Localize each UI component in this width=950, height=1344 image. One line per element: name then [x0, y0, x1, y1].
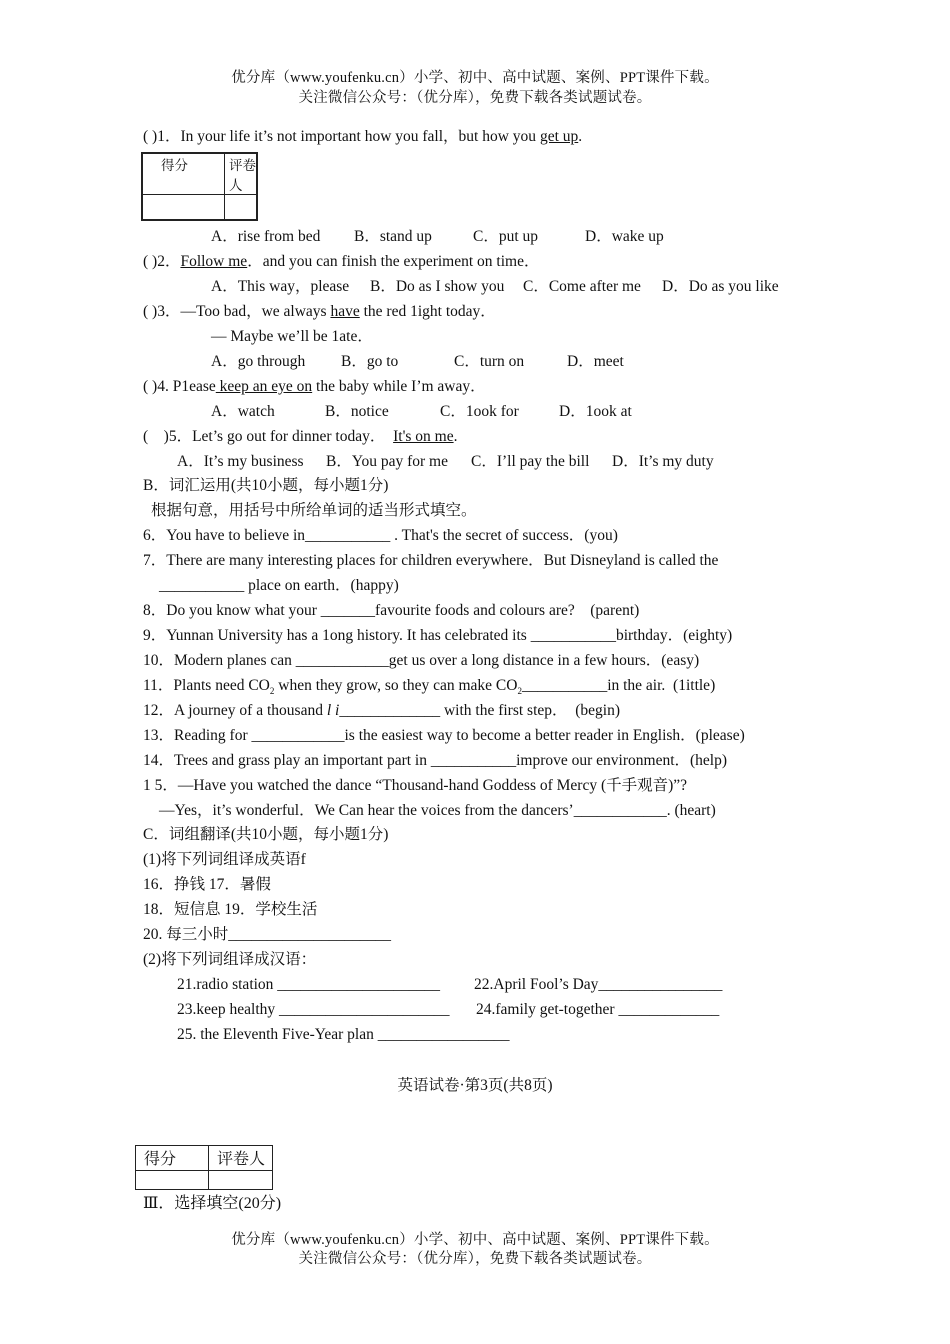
question-20: 20. 每三小时_____________________ [143, 926, 392, 943]
q2-option-c: C．Come after me [523, 278, 641, 295]
question-9: 9．Yunnan University has a 1ong history. It has celebrated its ___________birthday．(eighty) [143, 627, 733, 644]
q4-option-a: A．watch [211, 403, 275, 420]
q5-option-a: A．It’s my business [177, 453, 304, 470]
score-header-2: 得分 [136, 1146, 209, 1171]
questions-16-17: 16．挣钱 17．暑假 [143, 876, 271, 893]
q12-part-1: 12．A journey of a thousand [143, 702, 327, 719]
question-13: 13．Reading for ____________is the easiest way to become a better reader in English．(please) [143, 727, 745, 744]
question-4 [143, 377, 486, 397]
score-cell[interactable] [142, 195, 225, 220]
question-10: 10．Modern planes can ____________get us over a long distance in a few hours．(easy) [143, 652, 700, 669]
q2-option-d: D．Do as you like [662, 278, 779, 295]
q3-option-a: A．go through [211, 353, 306, 370]
q1-option-c: C．put up [473, 228, 539, 245]
question-1 [143, 127, 582, 147]
question-14: 14．Trees and grass play an important part in ___________improve our environment．(help) [143, 752, 728, 769]
question-21: 21.radio station _____________________ [177, 976, 441, 993]
grader-header-2: 评卷人 [209, 1146, 273, 1171]
q12-hint: l i [326, 702, 340, 719]
q2-underlined: Follow me [180, 253, 248, 270]
q1-option-d: D．wake up [585, 228, 664, 245]
question-3 [143, 302, 496, 322]
q1-text: ( )1．In your life it’s not important how you fall，but how you [143, 128, 540, 145]
question-11 [143, 676, 715, 701]
q12-part-2: _____________ with the first step． (begin) [339, 702, 621, 719]
q1-underlined: get up [539, 128, 579, 145]
question-24: 24.family get-together _____________ [476, 1001, 720, 1018]
page-number: 英语试卷·第3页(共8页) [397, 1077, 553, 1094]
q3-line-2: — Maybe we’ll be 1ate． [211, 328, 373, 345]
q3-option-b: B．go to [341, 353, 399, 370]
q5-prefix: ( )5．Let’s go out for dinner today． [143, 428, 394, 445]
q5-option-d: D．It’s my duty [612, 453, 714, 470]
q5-suffix: . [453, 428, 458, 445]
question-22: 22.April Fool’s Day________________ [474, 976, 723, 993]
grader-cell-2[interactable] [209, 1170, 273, 1189]
header-line-1: 优分库（www.youfenku.cn）小学、初中、高中试题、案例、PPT课件下载。 [231, 70, 719, 86]
section-3-title: Ⅲ．选择填空(20分) [143, 1195, 282, 1212]
section-c-part-1: (1)将下列词组译成英语f [143, 851, 306, 868]
grader-cell[interactable] [225, 195, 258, 220]
q4-option-c: C．1ook for [440, 403, 519, 420]
question-2 [143, 252, 539, 272]
question-8: 8．Do you know what your _______favourite foods and colours are? (parent) [143, 602, 640, 619]
q4-prefix: ( )4. P1ease [143, 378, 216, 395]
q11-part-1: 11．Plants need CO [143, 677, 270, 694]
question-25: 25. the Eleventh Five-Year plan _________________ [177, 1026, 510, 1043]
q2-option-b: B．Do as I show you [370, 278, 505, 295]
question-15-cont: —Yes，it’s wonderful．We Can hear the voices from the dancers’____________. (heart) [159, 802, 716, 819]
question-6: 6．You have to believe in___________ . That's the secret of success．(you) [143, 527, 618, 544]
question-23: 23.keep healthy ______________________ [177, 1001, 450, 1018]
q11-part-2: when they grow, so they can make CO [274, 677, 518, 694]
q3-option-c: C．turn on [454, 353, 525, 370]
question-7: 7．There are many interesting places for children everywhere．But Disneyland is called the [143, 552, 719, 569]
q3-option-d: D．meet [567, 353, 624, 370]
question-7-cont: ___________ place on earth．(happy) [159, 577, 399, 594]
section-b-title: B．词汇运用(共10小题，每小题1分) [143, 477, 389, 494]
q1-option-a: A．rise from bed [211, 228, 321, 245]
footer-line-2: 关注微信公众号：（优分库），免费下载各类试题试卷。 [298, 1251, 652, 1267]
q2-option-a: A．This way，please [211, 278, 350, 295]
q3-prefix: ( )3．—Too bad，we always [143, 303, 331, 320]
section-c-title: C．词组翻译(共10小题，每小题1分) [143, 826, 389, 843]
header-line-2: 关注微信公众号：（优分库），免费下载各类试题试卷。 [298, 90, 652, 106]
q1-suffix: . [578, 128, 583, 145]
q11-subscript-2: 2 [517, 686, 522, 697]
footer-line-1: 优分库（www.youfenku.cn）小学、初中、高中试题、案例、PPT课件下载。 [231, 1232, 719, 1248]
section-c-part-2: (2)将下列词组译成汉语： [143, 951, 317, 968]
q3-suffix: the red 1ight today． [359, 303, 496, 320]
q11-subscript-1: 2 [269, 686, 275, 697]
section-b-instructions: 根据句意，用括号中所给单词的适当形式填空。 [151, 502, 477, 519]
score-cell-2[interactable] [136, 1170, 209, 1189]
score-table-1 [141, 152, 258, 221]
q1-option-b: B．stand up [354, 228, 432, 245]
q4-suffix: the baby while I’m away． [312, 378, 486, 395]
q4-underlined: keep an eye on [215, 378, 313, 395]
q5-underlined: It's on me [393, 428, 454, 445]
grader-header: 评卷人 [225, 153, 258, 195]
question-5 [143, 427, 457, 447]
score-header: 得分 [142, 153, 225, 195]
q2-prefix: ( )2． [143, 253, 181, 270]
q4-option-d: D．1ook at [559, 403, 632, 420]
q11-part-3: ___________in the air. (1ittle) [521, 677, 716, 694]
questions-18-19: 18．短信息 19．学校生活 [143, 901, 318, 918]
question-12 [143, 701, 620, 721]
score-table-2 [135, 1145, 273, 1190]
q5-option-b: B．You pay for me [326, 453, 448, 470]
q4-option-b: B．notice [325, 403, 389, 420]
question-15: 1 5．—Have you watched the dance “Thousand-hand Goddess of Mercy (千手观音)”? [143, 777, 688, 794]
q3-underlined: have [330, 303, 360, 320]
q2-suffix: ．and you can finish the experiment on time． [247, 253, 540, 270]
q5-option-c: C．I’ll pay the bill [471, 453, 590, 470]
